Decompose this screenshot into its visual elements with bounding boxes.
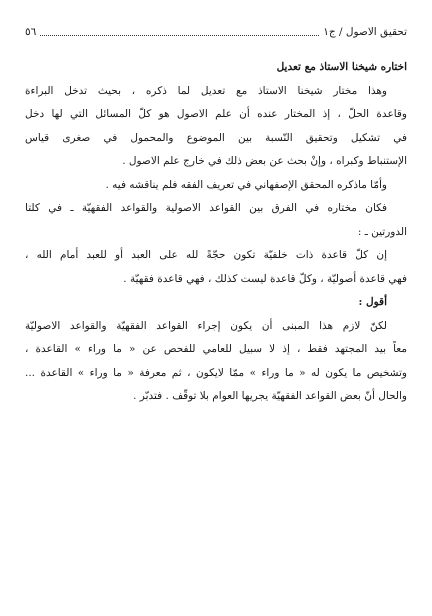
paragraph-line: وقاعدة الحلّ ، إذ المختار عنده أن علم الاصول هو كلّ المسائل التي لها دخل — [25, 108, 407, 120]
paragraph-line: الإستنباط وكبراه ، وإنْ بحث عن بعض ذلك في خارج علم الاصول . — [122, 155, 407, 167]
paragraph-line: فكان مختاره في الفرق بين القواعد الاصولية والقواعد الفقهيّة ـ في كلتا — [25, 202, 387, 214]
paragraph-line: وهذا مختار شيخنا الاستاذ مع تعديل لما ذكره ، بحيث تدخل البراءة — [25, 84, 387, 97]
paragraph-line: فهي قاعدة أصوليّة ، وكلّ قاعدة ليست كذلك ، فهي قاعدة فقهيّة . — [123, 272, 407, 285]
book-title: تحقيق الاصول / ج١ — [323, 26, 407, 38]
section-heading: اختاره شيخنا الاستاذ مع تعديل — [276, 61, 407, 73]
paragraph-line: معاً بيد المجتهد فقط ، إذ لا سبيل للعامي للفحص عن « ما وراء » القاعدة ، — [25, 343, 407, 355]
header-dotted-leader — [40, 35, 319, 36]
paragraph-line: وتشخيص ما يكون له « ما وراء » ممّا لايكون ، ثم معرفة « ما وراء » القاعدة ... — [25, 366, 407, 379]
running-header — [25, 24, 407, 40]
paragraph-line: وأمّا ماذكره المحقق الإصفهاني في تعريف الفقه فلم يناقشه فيه . — [105, 178, 387, 191]
paragraph-line: في تشكيل وتحقيق النّسبة بين الموضوع والمحمول في صغرى قياس — [25, 131, 407, 144]
subheading-aqul: أقول : — [358, 296, 387, 308]
paragraph-line: إن كلّ قاعدة ذات خلفيّة تكون حجّةً لله على العبد أو للعبد أمام الله ، — [25, 249, 387, 261]
paragraph-line: الدورتين ـ : — [357, 225, 407, 238]
paragraph-line: لكنّ لازم هذا المبنى أن يكون إجراء القواعد الفقهيّة والقواعد الاصوليّة — [25, 319, 387, 332]
page-body — [25, 56, 407, 409]
page-number: ٥٦ — [25, 26, 37, 38]
paragraph-line: والحال أنّ بعض القواعد الفقهيّة يجريها العوام بلا توقّف . فتدبّر . — [133, 390, 407, 402]
